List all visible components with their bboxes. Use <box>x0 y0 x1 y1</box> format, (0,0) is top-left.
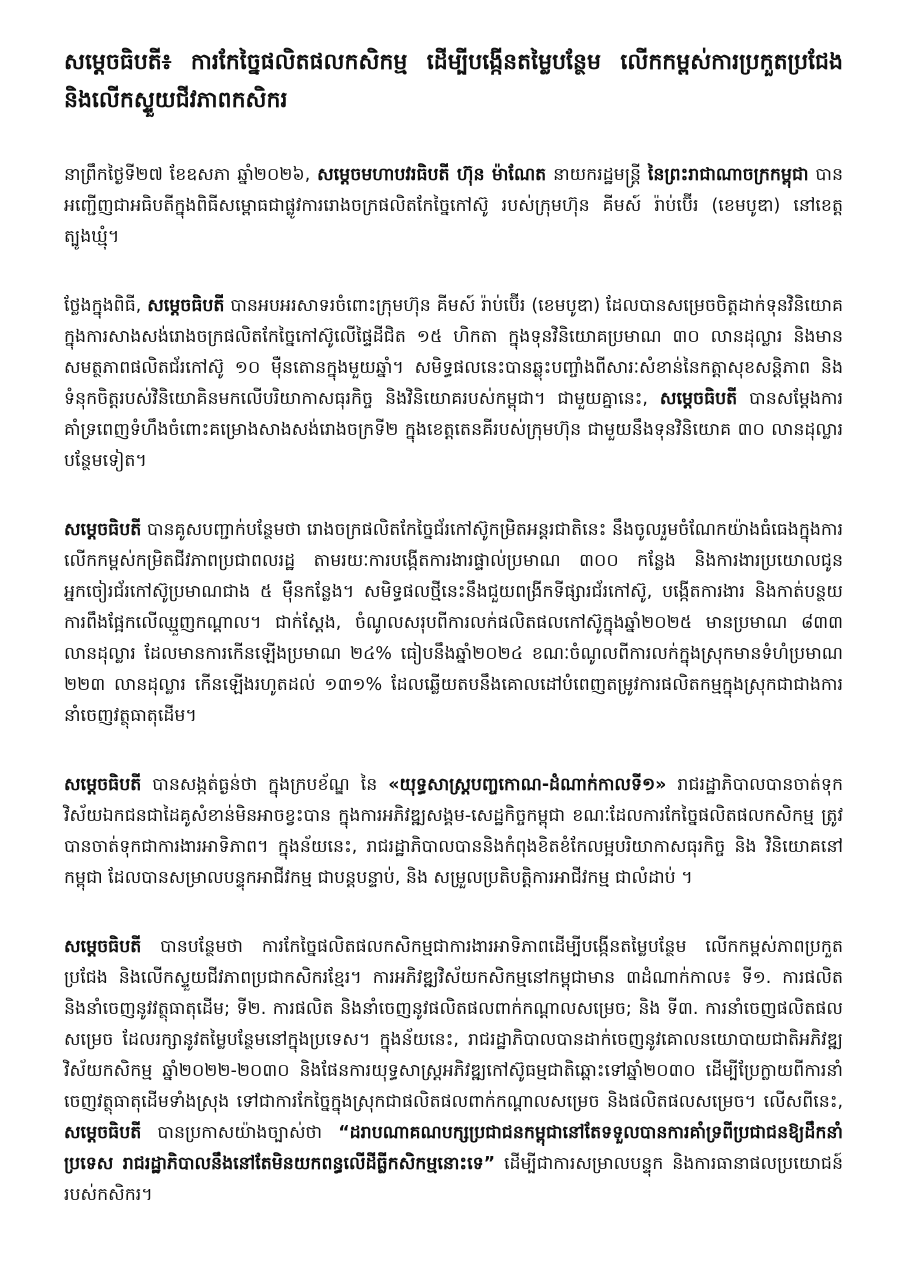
para-4-text-2: រាជរដ្ឋាភិបាលបានចាត់ទុកវិស័យឯកជនជាដៃគូសំខាន់មិនអាចខ្វះបាន ក្នុងការអភិវឌ្ឍសង្គម-សេដ្ឋកិច្ចកម្ពុជា ខណៈដែលការកែច្នៃផលិតផលកសិកម្ម ត្រូវបានចាត់ទុកជាការងារអាទិភាព។ ក្នុងន័យនេះ, រាជរដ្ឋាភិបាលបាននិងកំពុងខិតខំកែលម្អបរិយាកាសធុរកិច្ច និង វិនិយោគនៅកម្ពុជា ដែលបានសម្រាលបន្ទុកអាជីវកម្ម ជាបន្តបន្ទាប់, និង សម្រួលប្រតិបត្តិការអាជីវកម្ម ជាលំដាប់ ។ <box>64 775 843 888</box>
para-5-text-2: បានប្រកាសយ៉ាងច្បាស់ថា <box>141 1123 339 1143</box>
para-2-text-2: បានអបអរសាទរចំពោះក្រុមហ៊ុន គីមស៍ រ៉ាប់ប៊ើរ (ខេមបូឌា) ដែលបានសម្រេចចិត្តដាក់ទុនវិនិយោគក្នុងការសាងសង់រោងចក្រផលិតកែច្នៃកៅស៊ូលើផ្ទៃដីជិត ១៥ ហិកតា ក្នុងទុនវិនិយោគប្រមាណ ៣០ លានដុល្លារ និងមានសមត្ថភាពផលិតជ័រកៅស៊ូ ១០ ម៉ឺនតោនក្នុងមួយឆ្នាំ។ សមិទ្ធផលនេះបានឆ្លុះបញ្ចាំងពីសារៈសំខាន់នៃកត្តាសុខសន្តិភាព និងទំនុកចិត្តរបស់វិនិយោគិនមកលើបរិយាកាសធុរកិច្ច និងវិនិយោគរបស់កម្ពុជា។ ជាមួយគ្នានេះ, <box>64 296 844 409</box>
para-4-bold-strategy: «យុទ្ធសាស្ត្របញ្ចកោណ-ដំណាក់កាលទី១» <box>388 775 667 795</box>
para-2-text-3: បានសម្តែងការគាំទ្រពេញទំហឹងចំពោះគម្រោងសាងសង់រោងចក្រទី២ ក្នុងខេត្តតេនគីរបស់ក្រុមហ៊ុន ជាមួយនឹងទុនវិនិយោគ ៣០ លានដុល្លារបន្ថែមទៀត។ <box>64 389 843 471</box>
para-4-text-1: បានសង្កត់ធ្ងន់ថា ក្នុងក្របខ័ណ្ឌ នៃ <box>141 775 389 795</box>
para-3-bold-1: សម្តេចធិបតី <box>64 520 142 540</box>
paragraph-1 <box>64 160 843 253</box>
para-5-text-1: បានបន្ថែមថា ការកែច្នៃផលិតផលកសិកម្មជាការងារអាទិភាពដើម្បីបង្កើនតម្លៃបន្ថែម លើកកម្ពស់ភាពប្រកួតប្រជែង និងលើកស្ទួយជីវភាពប្រជាកសិករខ្មែរ។ ការអភិវឌ្ឍវិស័យកសិកម្មនៅកម្ពុជាមាន ៣ដំណាក់កាល៖ ទី១. ការផលិត និងនាំចេញនូវវត្ថុធាតុដើម; ទី២. ការផលិត និងនាំចេញនូវផលិតផលពាក់កណ្តាលសម្រេច; និង ទី៣. ការនាំចេញផលិតផលសម្រេច ដែលរក្សានូវតម្លៃបន្ថែមនៅក្នុងប្រទេស។ ក្នុងន័យនេះ, រាជរដ្ឋាភិបាលបានដាក់ចេញនូវគោលនយោបាយជាតិអភិវឌ្ឍវិស័យកសិកម្ម ឆ្នាំ២០២២-២០៣០ និងផែនការយុទ្ធសាស្ត្រអភិវឌ្ឍកៅស៊ូធម្មជាតិឆ្ពោះទៅឆ្នាំ២០៣០ ដើម្បីប្រែក្លាយពីការនាំចេញវត្ថុធាតុដើមទាំងស្រុង ទៅជាការកែច្នៃក្នុងស្រុកជាផលិតផលពាក់កណ្តាលសម្រេច និងផលិតផលសម្រេច។ លើសពីនេះ, <box>64 937 843 1112</box>
para-2-text-1: ថ្លែងក្នុងពិធី, <box>64 296 148 316</box>
para-5-bold-quote: “ដរាបណាគណបក្សប្រជាជនកម្ពុជានៅតែទទួលបានការគាំទ្រពីប្រជាជនឱ្យដឹកនាំប្រទេស រាជរដ្ឋាភិបាលនឹងនៅតែមិនយកពន្ធលើដីធ្លីកសិកម្មនោះទេ” <box>64 1123 843 1174</box>
paragraph-4 <box>64 770 843 894</box>
para-5-bold-1: សម្តេចធិបតី <box>64 937 142 957</box>
para-1-text-2: នាយករដ្ឋមន្ត្រី <box>546 165 648 185</box>
para-1-bold-kingdom: នៃព្រះរាជាណាចក្រកម្ពុជា <box>647 165 809 185</box>
para-2-bold-2: សម្តេចធិបតី <box>659 389 738 409</box>
document-title: សម្តេចធិបតី៖ ការកែច្នៃផលិតផលកសិកម្ម ដើម្បីបង្កើនតម្លៃបន្ថែម លើកកម្ពស់ការប្រកួតប្រជែង និងលើកស្ទួយជីវភាពកសិករ <box>64 50 843 113</box>
para-5-bold-2: សម្តេចធិបតី <box>64 1123 142 1143</box>
para-1-bold-prime-minister: សម្តេចមហាបវរធិបតី ហ៊ុន ម៉ាណែត <box>317 165 547 185</box>
paragraph-3 <box>64 515 843 732</box>
para-3-text-1: បានគូសបញ្ជាក់បន្ថែមថា រោងចក្រផលិតកែច្នៃជ័រកៅស៊ូកម្រិតអន្តរជាតិនេះ នឹងចូលរួមចំណែកយ៉ាងធំធេងក្នុងការលើកកម្ពស់កម្រិតជីវភាពប្រជាពលរដ្ឋ តាមរយៈការបង្កើតការងារផ្ទាល់ប្រមាណ ៣០០ កន្លែង និងការងារប្រយោលជូនអ្នកចៀរជ័រកៅស៊ូប្រមាណជាង ៥ ម៉ឺនកន្លែង។ សមិទ្ធផលថ្មីនេះនឹងជួយពង្រីកទីផ្សារជ័រកៅស៊ូ, បង្កើតការងារ និងកាត់បន្ថយការពឹងផ្អែកលើឈ្មួញកណ្តាល។ ជាក់ស្តែង, ចំណូលសរុបពីការលក់ផលិតផលកៅស៊ូក្នុងឆ្នាំ២០២៥ មានប្រមាណ ៨៣៣ លានដុល្លារ ដែលមានការកើនឡើងប្រមាណ ២៤% ធៀបនឹងឆ្នាំ២០២៤ ខណៈចំណូលពីការលក់ក្នុងស្រុកមានទំហំប្រមាណ ២២៣ លានដុល្លារ កើនឡើងរហូតដល់ ១៣១% ដែលឆ្លើយតបនឹងគោលដៅបំពេញតម្រូវការផលិតកម្មក្នុងស្រុកជាជាងការនាំចេញវត្ថុធាតុដើម។ <box>64 520 843 726</box>
paragraph-5 <box>64 932 843 1211</box>
para-4-bold-1: សម្តេចធិបតី <box>64 775 142 795</box>
para-1-text-1: នាព្រឹកថ្ងៃទី២៧ ខែឧសភា ឆ្នាំ២០២៦, <box>64 165 318 185</box>
paragraph-2 <box>64 291 843 477</box>
para-5-text-3: ដើម្បីជាការសម្រាលបន្ទុក និងការធានាផលប្រយោជន៍របស់កសិករ។ <box>64 1154 843 1205</box>
para-1-text-3: បានអញ្ជើញជាអធិបតីក្នុងពិធីសម្ពោធជាផ្លូវការរោងចក្រផលិតកែច្នៃកៅស៊ូ របស់ក្រុមហ៊ុន គីមស៍ រ៉ាប់ប៊ើរ (ខេមបូឌា) នៅខេត្តត្បូងឃ្មុំ។ <box>64 165 843 247</box>
para-2-bold-1: សម្តេចធិបតី <box>147 296 225 316</box>
